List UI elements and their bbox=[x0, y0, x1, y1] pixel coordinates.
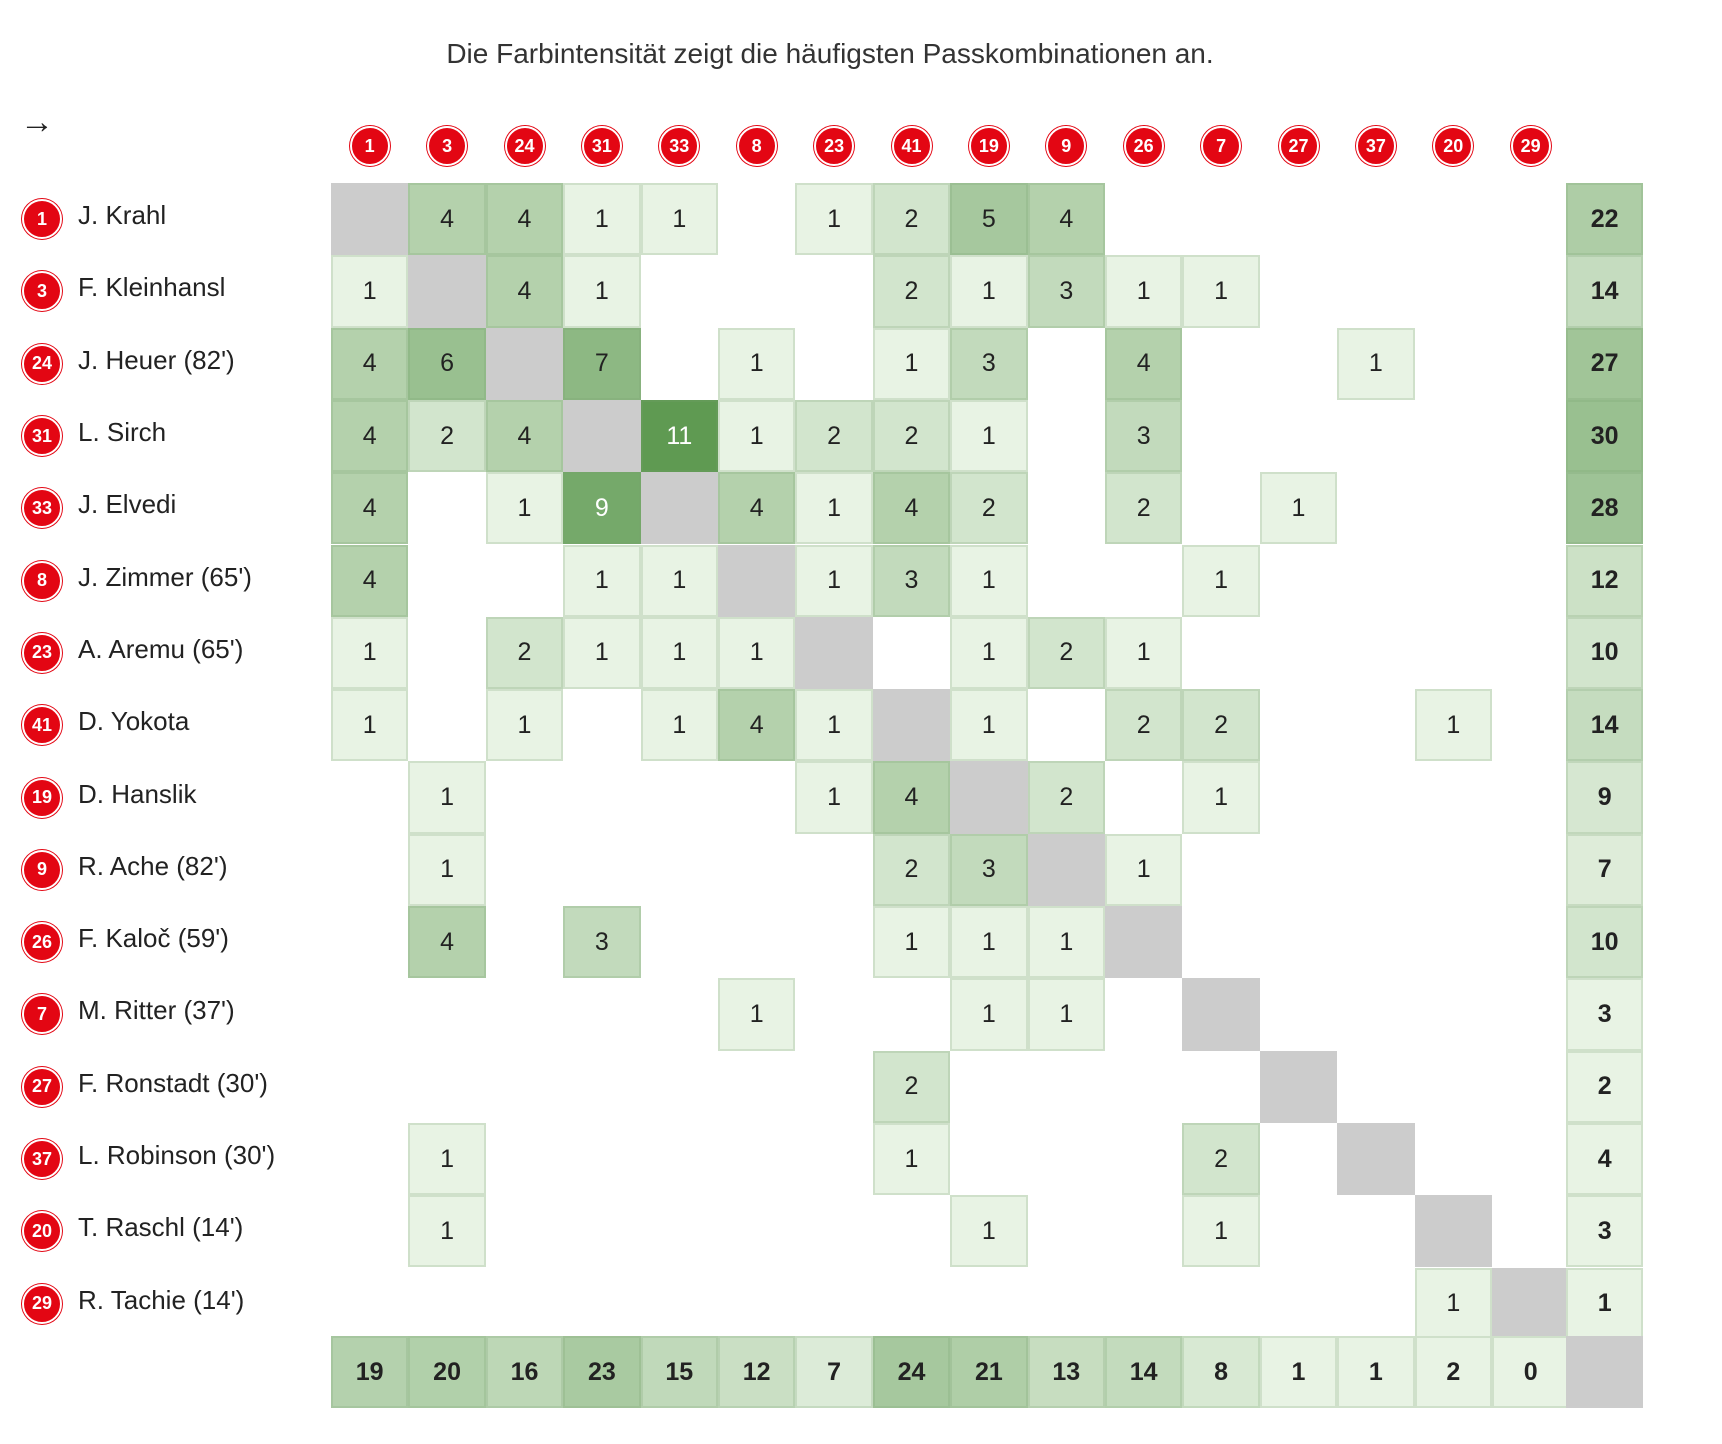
row-player-number-badge: 26 bbox=[22, 922, 62, 962]
matrix-cell: 1 bbox=[1337, 328, 1414, 400]
row-player-number-badge: 37 bbox=[22, 1139, 62, 1179]
row-player-name: A. Aremu (65') bbox=[78, 633, 244, 664]
matrix-cell: 1 bbox=[795, 689, 872, 761]
matrix-cell: 4 bbox=[331, 472, 408, 544]
matrix-cell: 4 bbox=[331, 328, 408, 400]
column-player-number-badge: 26 bbox=[1124, 126, 1164, 166]
matrix-cell: 2 bbox=[1182, 689, 1259, 761]
column-total-cell: 19 bbox=[331, 1336, 408, 1408]
matrix-cell: 1 bbox=[950, 545, 1027, 617]
matrix-cell: 2 bbox=[795, 400, 872, 472]
direction-arrow-icon: → bbox=[20, 103, 54, 141]
row-player-name: D. Yokota bbox=[78, 706, 190, 737]
column-total-cell: 12 bbox=[718, 1336, 795, 1408]
matrix-cell: 1 bbox=[873, 906, 950, 978]
matrix-cell: 9 bbox=[563, 472, 640, 544]
matrix-cell: 1 bbox=[950, 255, 1027, 327]
matrix-cell: 2 bbox=[873, 834, 950, 906]
matrix-cell: 1 bbox=[408, 761, 485, 833]
matrix-cell: 1 bbox=[1105, 834, 1182, 906]
row-total-cell: 10 bbox=[1566, 906, 1643, 978]
row-player-name: M. Ritter (37') bbox=[78, 995, 235, 1026]
row-player-number-badge: 23 bbox=[22, 633, 62, 673]
column-total-cell: 2 bbox=[1415, 1336, 1492, 1408]
matrix-cell: 1 bbox=[950, 400, 1027, 472]
column-player-number-badge: 19 bbox=[969, 126, 1009, 166]
matrix-cell: 2 bbox=[1105, 472, 1182, 544]
matrix-cell: 1 bbox=[331, 617, 408, 689]
row-player-name: L. Robinson (30') bbox=[78, 1140, 276, 1171]
matrix-cell: 3 bbox=[1028, 255, 1105, 327]
row-player-number-badge: 1 bbox=[22, 199, 62, 239]
diagonal-cell bbox=[1415, 1195, 1492, 1267]
row-player-number-badge: 33 bbox=[22, 488, 62, 528]
matrix-cell: 2 bbox=[873, 400, 950, 472]
matrix-cell: 4 bbox=[718, 472, 795, 544]
matrix-cell: 1 bbox=[950, 978, 1027, 1050]
matrix-cell: 4 bbox=[873, 761, 950, 833]
matrix-cell: 6 bbox=[408, 328, 485, 400]
row-player-number-badge: 9 bbox=[22, 850, 62, 890]
diagonal-cell bbox=[873, 689, 950, 761]
matrix-cell: 1 bbox=[873, 328, 950, 400]
row-total-cell: 3 bbox=[1566, 978, 1643, 1050]
column-player-number-badge: 27 bbox=[1279, 126, 1319, 166]
row-player-name: T. Raschl (14') bbox=[78, 1212, 244, 1243]
matrix-cell: 11 bbox=[641, 400, 718, 472]
matrix-cell: 1 bbox=[1105, 617, 1182, 689]
matrix-cell: 2 bbox=[1028, 761, 1105, 833]
matrix-cell: 7 bbox=[563, 328, 640, 400]
matrix-cell: 1 bbox=[795, 545, 872, 617]
column-player-number-badge: 24 bbox=[505, 126, 545, 166]
matrix-cell: 1 bbox=[563, 183, 640, 255]
matrix-cell: 4 bbox=[331, 400, 408, 472]
matrix-cell: 3 bbox=[873, 545, 950, 617]
column-total-cell: 20 bbox=[408, 1336, 485, 1408]
diagonal-cell bbox=[563, 400, 640, 472]
matrix-cell: 2 bbox=[408, 400, 485, 472]
matrix-cell: 1 bbox=[1105, 255, 1182, 327]
diagonal-cell bbox=[1260, 1051, 1337, 1123]
row-player-number-badge: 27 bbox=[22, 1067, 62, 1107]
matrix-cell: 1 bbox=[563, 255, 640, 327]
row-total-cell: 3 bbox=[1566, 1195, 1643, 1267]
row-player-name: J. Zimmer (65') bbox=[78, 561, 252, 592]
matrix-cell: 2 bbox=[873, 255, 950, 327]
matrix-cell: 4 bbox=[486, 183, 563, 255]
diagonal-cell bbox=[950, 761, 1027, 833]
row-player-name: R. Tachie (14') bbox=[78, 1284, 245, 1315]
column-player-number-badge: 3 bbox=[427, 126, 467, 166]
matrix-cell: 1 bbox=[950, 1195, 1027, 1267]
row-player-number-badge: 7 bbox=[22, 994, 62, 1034]
matrix-cell: 1 bbox=[641, 545, 718, 617]
diagonal-cell bbox=[718, 545, 795, 617]
matrix-cell: 1 bbox=[1260, 472, 1337, 544]
column-total-cell: 0 bbox=[1492, 1336, 1569, 1408]
column-total-cell: 24 bbox=[873, 1336, 950, 1408]
column-total-cell: 13 bbox=[1028, 1336, 1105, 1408]
matrix-cell: 1 bbox=[408, 1123, 485, 1195]
row-player-name: F. Kleinhansl bbox=[78, 272, 226, 303]
matrix-cell: 4 bbox=[486, 255, 563, 327]
matrix-cell: 4 bbox=[1105, 328, 1182, 400]
matrix-cell: 3 bbox=[950, 834, 1027, 906]
matrix-cell: 1 bbox=[563, 617, 640, 689]
column-total-cell: 7 bbox=[795, 1336, 872, 1408]
row-total-cell: 30 bbox=[1566, 400, 1643, 472]
matrix-cell: 1 bbox=[873, 1123, 950, 1195]
row-total-cell: 12 bbox=[1566, 545, 1643, 617]
matrix-cell: 4 bbox=[408, 906, 485, 978]
matrix-cell: 1 bbox=[641, 183, 718, 255]
column-total-cell: 14 bbox=[1105, 1336, 1182, 1408]
matrix-cell: 1 bbox=[718, 400, 795, 472]
matrix-cell: 1 bbox=[408, 834, 485, 906]
row-player-number-badge: 8 bbox=[22, 561, 62, 601]
column-player-number-badge: 7 bbox=[1201, 126, 1241, 166]
matrix-cell: 1 bbox=[1182, 545, 1259, 617]
row-player-number-badge: 24 bbox=[22, 344, 62, 384]
column-player-number-badge: 20 bbox=[1433, 126, 1473, 166]
diagonal-cell bbox=[1028, 834, 1105, 906]
row-total-cell: 7 bbox=[1566, 834, 1643, 906]
matrix-cell: 4 bbox=[486, 400, 563, 472]
matrix-cell: 1 bbox=[718, 978, 795, 1050]
diagonal-cell bbox=[331, 183, 408, 255]
diagonal-cell bbox=[408, 255, 485, 327]
matrix-cell: 1 bbox=[1182, 1195, 1259, 1267]
matrix-cell: 1 bbox=[331, 255, 408, 327]
matrix-cell: 2 bbox=[486, 617, 563, 689]
diagonal-cell bbox=[1105, 906, 1182, 978]
matrix-cell: 1 bbox=[1415, 1268, 1492, 1340]
row-total-cell: 10 bbox=[1566, 617, 1643, 689]
diagonal-cell bbox=[795, 617, 872, 689]
matrix-cell: 1 bbox=[641, 617, 718, 689]
matrix-cell: 1 bbox=[718, 617, 795, 689]
column-player-number-badge: 41 bbox=[892, 126, 932, 166]
diagonal-cell bbox=[641, 472, 718, 544]
matrix-cell: 1 bbox=[486, 689, 563, 761]
totals-corner-cell bbox=[1566, 1336, 1643, 1408]
row-total-cell: 2 bbox=[1566, 1051, 1643, 1123]
matrix-cell: 3 bbox=[1105, 400, 1182, 472]
row-player-number-badge: 20 bbox=[22, 1211, 62, 1251]
column-player-number-badge: 9 bbox=[1046, 126, 1086, 166]
matrix-cell: 3 bbox=[563, 906, 640, 978]
diagonal-cell bbox=[1182, 978, 1259, 1050]
matrix-cell: 2 bbox=[873, 183, 950, 255]
chart-subtitle: Die Farbintensität zeigt die häufigsten Passkombinationen an. bbox=[446, 38, 1214, 69]
column-total-cell: 1 bbox=[1337, 1336, 1414, 1408]
matrix-cell: 1 bbox=[795, 472, 872, 544]
matrix-cell: 1 bbox=[486, 472, 563, 544]
row-player-name: J. Heuer (82') bbox=[78, 344, 235, 375]
row-total-cell: 14 bbox=[1566, 255, 1643, 327]
matrix-cell: 2 bbox=[950, 472, 1027, 544]
column-total-cell: 8 bbox=[1182, 1336, 1259, 1408]
column-player-number-badge: 23 bbox=[814, 126, 854, 166]
column-total-cell: 15 bbox=[641, 1336, 718, 1408]
row-player-number-badge: 41 bbox=[22, 705, 62, 745]
matrix-cell: 1 bbox=[331, 689, 408, 761]
matrix-cell: 4 bbox=[873, 472, 950, 544]
row-player-name: F. Ronstadt (30') bbox=[78, 1067, 268, 1098]
matrix-cell: 1 bbox=[950, 617, 1027, 689]
matrix-cell: 2 bbox=[1028, 617, 1105, 689]
row-total-cell: 4 bbox=[1566, 1123, 1643, 1195]
diagonal-cell bbox=[486, 328, 563, 400]
row-total-cell: 22 bbox=[1566, 183, 1643, 255]
column-total-cell: 16 bbox=[486, 1336, 563, 1408]
column-player-number-badge: 1 bbox=[350, 126, 390, 166]
matrix-cell: 4 bbox=[408, 183, 485, 255]
matrix-cell: 4 bbox=[1028, 183, 1105, 255]
matrix-cell: 1 bbox=[1028, 978, 1105, 1050]
matrix-cell: 1 bbox=[408, 1195, 485, 1267]
row-player-name: L. Sirch bbox=[78, 417, 167, 448]
matrix-cell: 1 bbox=[1415, 689, 1492, 761]
column-player-number-badge: 29 bbox=[1511, 126, 1551, 166]
matrix-cell: 1 bbox=[1182, 761, 1259, 833]
row-total-cell: 28 bbox=[1566, 472, 1643, 544]
matrix-cell: 3 bbox=[950, 328, 1027, 400]
column-total-cell: 21 bbox=[950, 1336, 1027, 1408]
column-player-number-badge: 31 bbox=[582, 126, 622, 166]
matrix-cell: 2 bbox=[1182, 1123, 1259, 1195]
row-total-cell: 27 bbox=[1566, 328, 1643, 400]
matrix-cell: 2 bbox=[873, 1051, 950, 1123]
row-player-number-badge: 31 bbox=[22, 416, 62, 456]
row-player-name: F. Kaloč (59') bbox=[78, 923, 229, 954]
row-player-number-badge: 3 bbox=[22, 271, 62, 311]
column-total-cell: 1 bbox=[1260, 1336, 1337, 1408]
matrix-cell: 1 bbox=[641, 689, 718, 761]
matrix-cell: 1 bbox=[950, 906, 1027, 978]
matrix-cell: 2 bbox=[1105, 689, 1182, 761]
row-player-name: J. Elvedi bbox=[78, 489, 177, 520]
column-player-number-badge: 8 bbox=[737, 126, 777, 166]
matrix-cell: 1 bbox=[1028, 906, 1105, 978]
column-total-cell: 23 bbox=[563, 1336, 640, 1408]
matrix-cell: 1 bbox=[718, 328, 795, 400]
matrix-cell: 1 bbox=[1182, 255, 1259, 327]
row-player-name: R. Ache (82') bbox=[78, 850, 228, 881]
diagonal-cell bbox=[1337, 1123, 1414, 1195]
row-total-cell: 1 bbox=[1566, 1268, 1643, 1340]
matrix-cell: 4 bbox=[718, 689, 795, 761]
matrix-cell: 1 bbox=[563, 545, 640, 617]
matrix-cell: 1 bbox=[795, 761, 872, 833]
column-player-number-badge: 33 bbox=[659, 126, 699, 166]
row-player-name: D. Hanslik bbox=[78, 778, 197, 809]
row-player-number-badge: 19 bbox=[22, 778, 62, 818]
matrix-cell: 1 bbox=[950, 689, 1027, 761]
row-player-number-badge: 29 bbox=[22, 1284, 62, 1324]
column-player-number-badge: 37 bbox=[1356, 126, 1396, 166]
row-total-cell: 14 bbox=[1566, 689, 1643, 761]
row-total-cell: 9 bbox=[1566, 761, 1643, 833]
matrix-cell: 4 bbox=[331, 545, 408, 617]
row-player-name: J. Krahl bbox=[78, 200, 167, 231]
diagonal-cell bbox=[1492, 1268, 1569, 1340]
matrix-cell: 1 bbox=[795, 183, 872, 255]
matrix-cell: 5 bbox=[950, 183, 1027, 255]
